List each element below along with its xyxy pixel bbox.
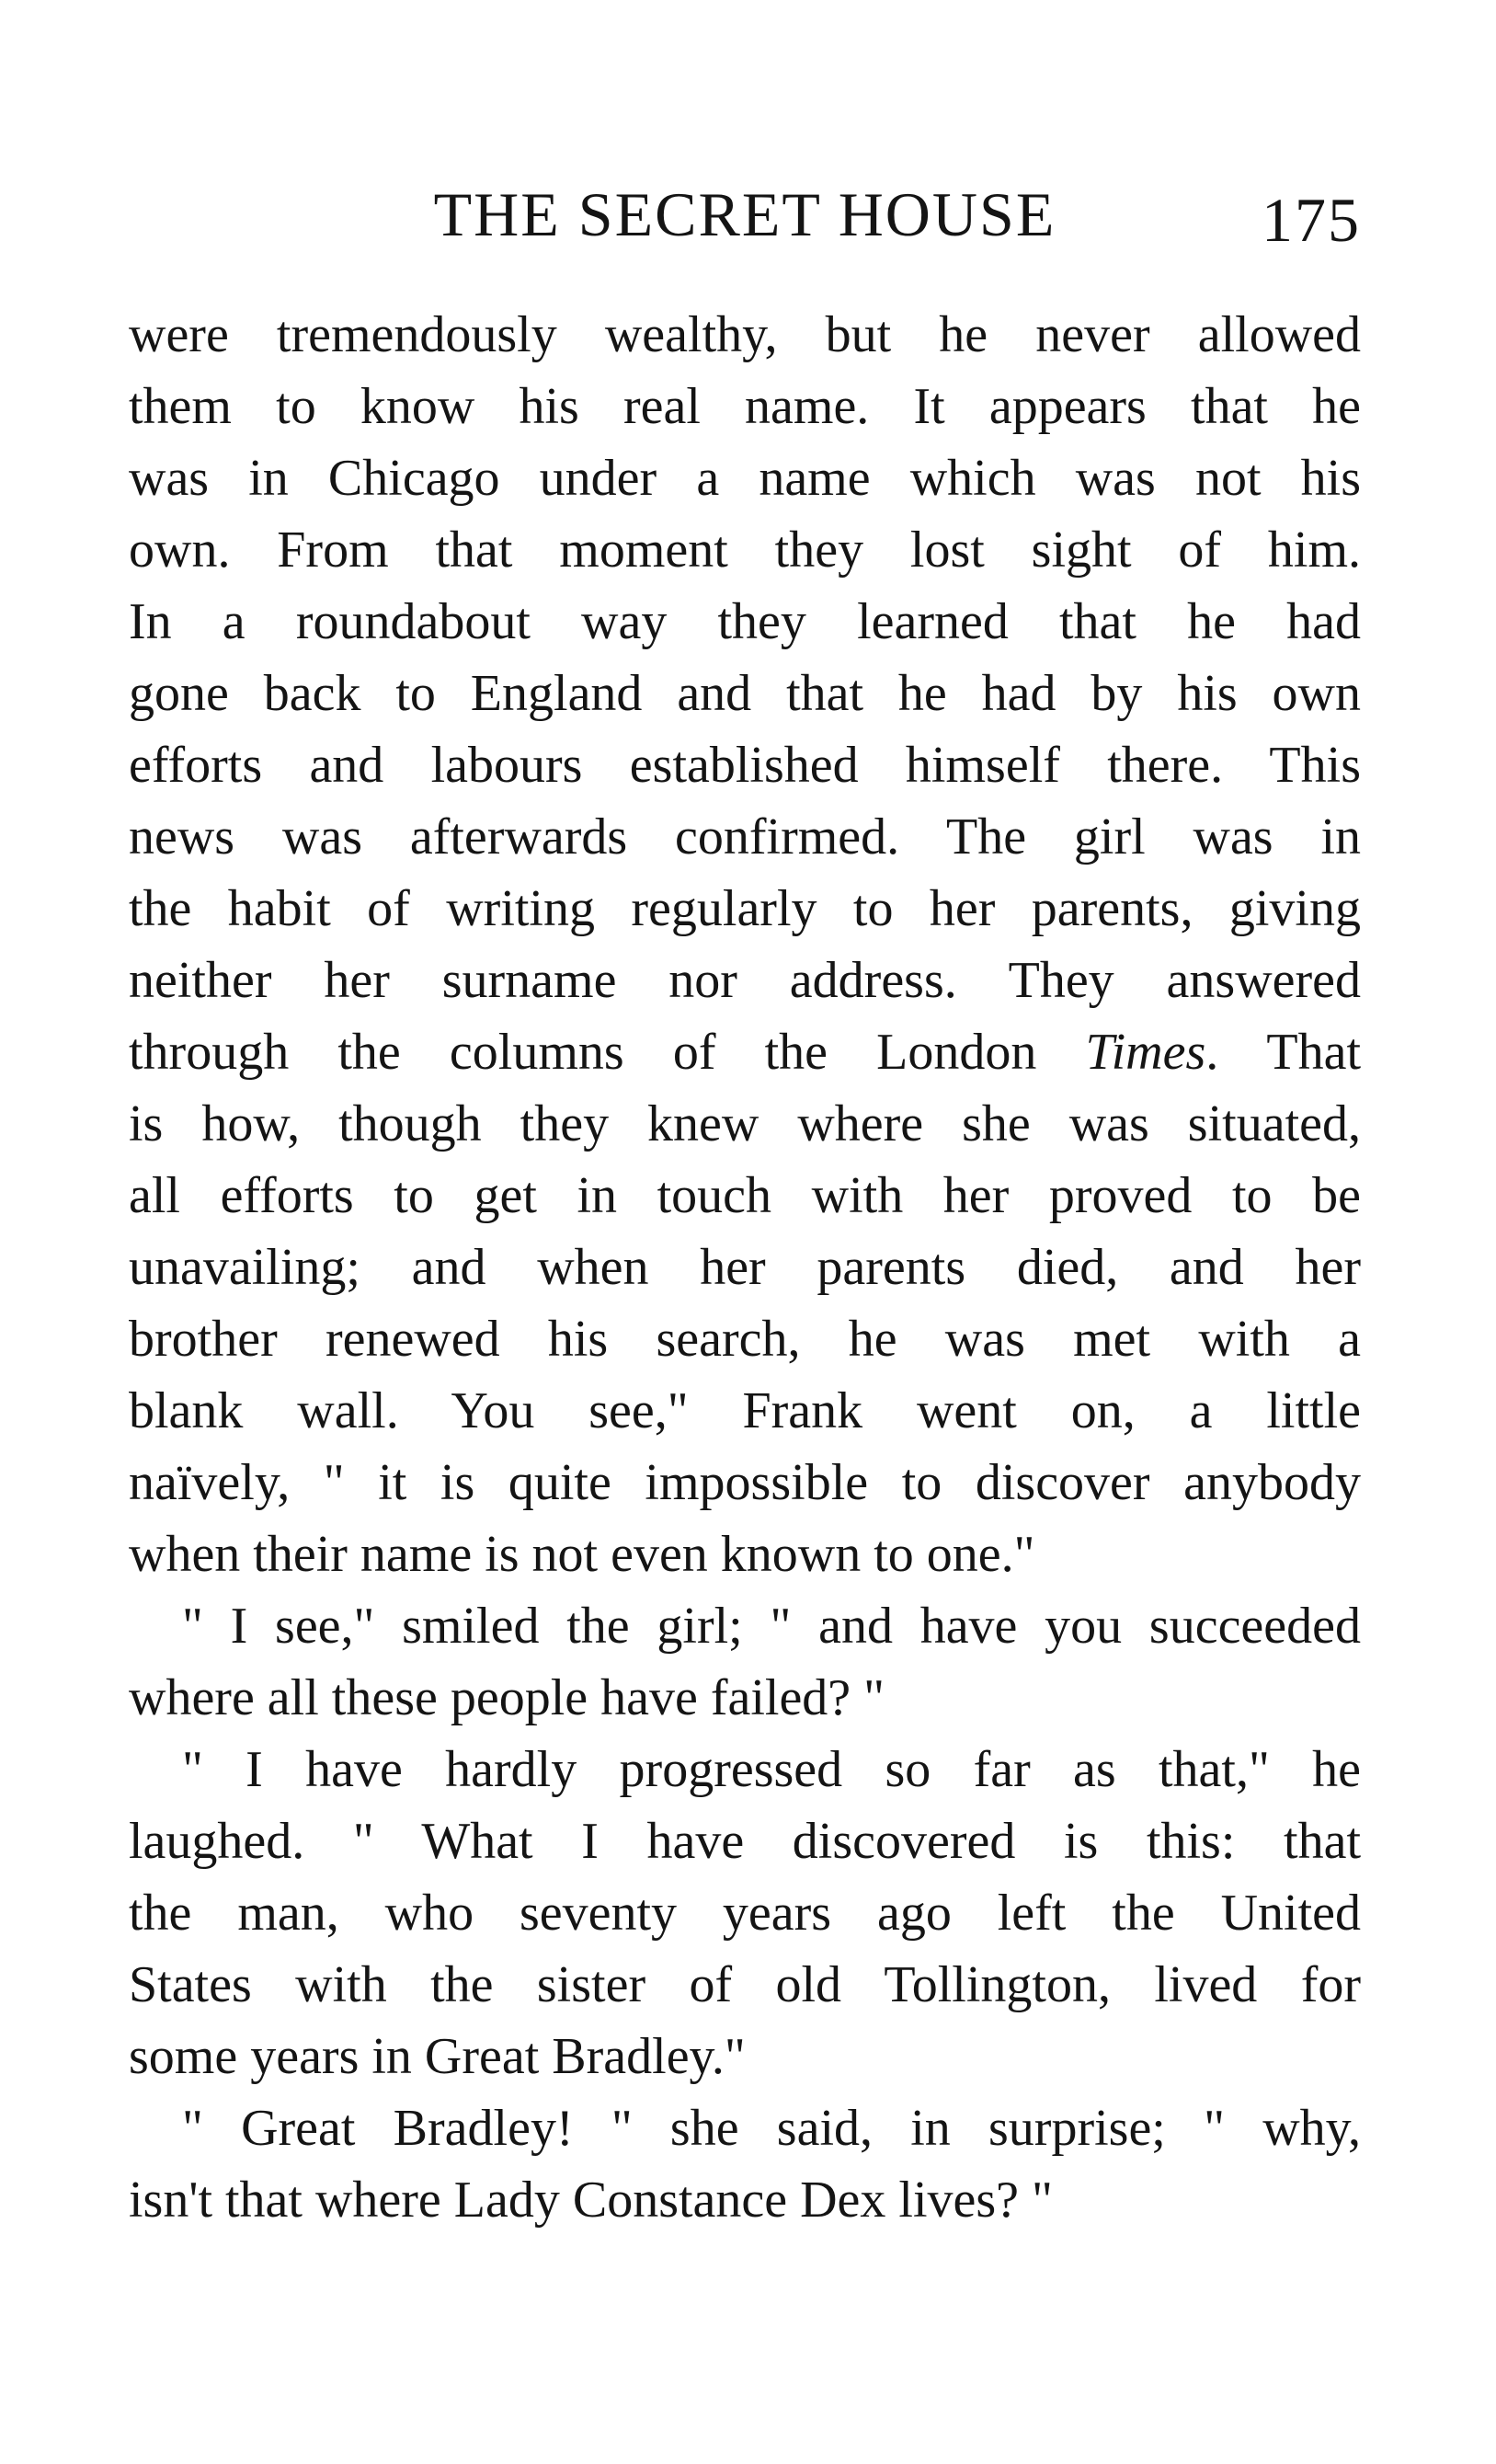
page-header [129, 173, 1361, 256]
paragraph [129, 1734, 1361, 2092]
text-line: States with the sister of old Tollington, lived for [129, 1956, 1361, 2013]
text-line: own. From that moment they lost sight of him. [129, 521, 1361, 579]
text-line: the habit of writing regularly to her parents, giving [129, 880, 1361, 937]
text-line: news was afterwards confirmed. The girl was in [129, 808, 1361, 865]
text-line: where all these people have failed? " [129, 1669, 885, 1726]
text-line: the man, who seventy years ago left the United [129, 1885, 1361, 1942]
running-head: THE SECRET HOUSE [433, 179, 1056, 249]
text-line: laughed. " What I have discovered is this: that [129, 1813, 1361, 1870]
text-line: gone back to England and that he had by his own [129, 665, 1361, 722]
paragraph [129, 1590, 1361, 1734]
text-line: brother renewed his search, he was met with a [129, 1311, 1361, 1368]
text-line: all efforts to get in touch with her proved to be [129, 1167, 1361, 1224]
text-line: " I have hardly progressed so far as that," he [182, 1741, 1361, 1798]
paragraph [129, 299, 1361, 1590]
text-line: some years in Great Bradley." [129, 2028, 746, 2085]
text-line: In a roundabout way they learned that he had [129, 593, 1361, 650]
page-number: 175 [1262, 185, 1361, 255]
paragraph [129, 2092, 1361, 2236]
text-line: is how, though they knew where she was situated, [129, 1095, 1361, 1152]
text-line: through the columns of the London Times. That [129, 1024, 1362, 1081]
text-line: them to know his real name. It appears that he [129, 378, 1361, 435]
text-line: " Great Bradley! " she said, in surprise; " why, [182, 2100, 1361, 2157]
text-line: unavailing; and when her parents died, and her [129, 1239, 1361, 1296]
text-line: were tremendously wealthy, but he never allowed [129, 306, 1361, 363]
text-line: naïvely, " it is quite impossible to discover anybody [129, 1454, 1361, 1511]
text-line: neither her surname nor address. They answered [129, 952, 1361, 1009]
body-text [129, 299, 1361, 2236]
text-line: efforts and labours established himself there. This [129, 737, 1361, 794]
text-line: isn't that where Lady Constance Dex lives? " [129, 2172, 1053, 2229]
text-line: was in Chicago under a name which was not his [129, 450, 1361, 507]
text-line: blank wall. You see," Frank went on, a little [129, 1382, 1361, 1439]
text-line: " I see," smiled the girl; " and have you succeeded [182, 1598, 1361, 1655]
text-line: when their name is not even known to one." [129, 1526, 1035, 1583]
